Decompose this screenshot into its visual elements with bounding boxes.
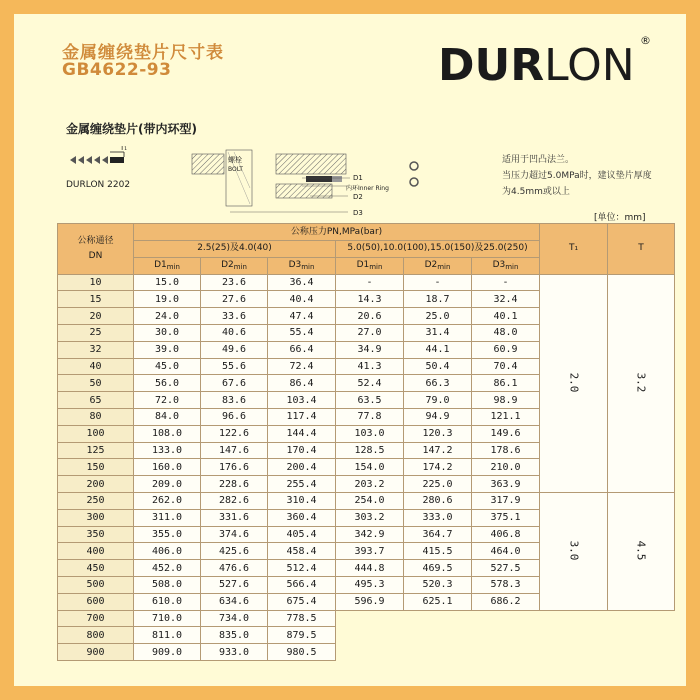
table-row: [58, 644, 675, 661]
header-t1: T₁: [540, 224, 608, 275]
d3-label: D3: [353, 209, 363, 217]
gasket-shape: [306, 176, 332, 182]
value-cell: 331.6: [201, 509, 268, 526]
value-cell: 686.2: [472, 593, 540, 610]
header-d2-b: $D2_{min}$: [404, 257, 472, 274]
value-cell: 625.1: [404, 593, 472, 610]
value-cell: 40.4: [268, 291, 336, 308]
value-cell: 117.4: [268, 408, 336, 425]
value-cell: 45.0: [134, 358, 201, 375]
value-cell: 24.0: [134, 308, 201, 325]
value-cell: 31.4: [404, 324, 472, 341]
value-cell: 86.1: [472, 375, 540, 392]
value-cell: 122.6: [201, 425, 268, 442]
value-cell: 879.5: [268, 627, 336, 644]
value-cell: 39.0: [134, 341, 201, 358]
value-cell: 84.0: [134, 408, 201, 425]
value-cell: 40.1: [472, 308, 540, 325]
t1-value: 2.0: [567, 372, 581, 393]
value-cell: 77.8: [336, 408, 404, 425]
unit-label: [单位：mm]: [594, 213, 646, 223]
value-cell: 23.6: [201, 274, 268, 291]
note-line-3: 为4.5mm或以上: [502, 187, 570, 197]
header-d1-b: $D1_{min}$: [336, 257, 404, 274]
value-cell: 675.4: [268, 593, 336, 610]
value-cell: 19.0: [134, 291, 201, 308]
title-chinese: 金属缠绕垫片尺寸表: [62, 43, 224, 63]
value-cell: 48.0: [472, 324, 540, 341]
title-standard: GB4622-93: [62, 60, 172, 80]
dn-cell: 600: [58, 593, 134, 610]
dn-cell: 150: [58, 459, 134, 476]
value-cell: 79.0: [404, 392, 472, 409]
value-cell: 734.0: [201, 610, 268, 627]
dn-cell: 80: [58, 408, 134, 425]
dn-cell: 300: [58, 509, 134, 526]
value-cell: 103.0: [336, 425, 404, 442]
value-cell: 49.6: [201, 341, 268, 358]
table-body: [58, 274, 675, 660]
d1-label: D1: [353, 174, 363, 182]
header-group-b: 5.0(50),10.0(100),15.0(150)及25.0(250): [336, 241, 540, 258]
table-row: [58, 610, 675, 627]
value-cell: 56.0: [134, 375, 201, 392]
value-cell: 210.0: [472, 459, 540, 476]
value-cell: 96.6: [201, 408, 268, 425]
registered-mark: ®: [640, 34, 651, 47]
dn-cell: 200: [58, 476, 134, 493]
value-cell: 425.6: [201, 543, 268, 560]
value-cell: 610.0: [134, 593, 201, 610]
value-cell: 67.6: [201, 375, 268, 392]
value-cell: 909.0: [134, 644, 201, 661]
header-pressure: 公称压力PN,MPa(bar): [134, 224, 540, 241]
bolt-label-en: BOLT: [228, 166, 243, 173]
value-cell: 282.6: [201, 492, 268, 509]
value-cell: 458.4: [268, 543, 336, 560]
value-cell: 375.1: [472, 509, 540, 526]
value-cell: 578.3: [472, 576, 540, 593]
value-cell: 520.3: [404, 576, 472, 593]
flange-diagram: [190, 138, 430, 218]
value-cell: 405.4: [268, 526, 336, 543]
value-cell: 342.9: [336, 526, 404, 543]
value-cell: 34.9: [336, 341, 404, 358]
table-row: [58, 274, 675, 291]
value-cell: 15.0: [134, 274, 201, 291]
empty-cell: [336, 644, 675, 661]
value-cell: -: [404, 274, 472, 291]
t1-value-cell: [540, 492, 608, 610]
dn-cell: 700: [58, 610, 134, 627]
dn-cell: 50: [58, 375, 134, 392]
dn-cell: 450: [58, 560, 134, 577]
value-cell: 98.9: [472, 392, 540, 409]
value-cell: 360.4: [268, 509, 336, 526]
dn-cell: 32: [58, 341, 134, 358]
empty-cell: [336, 627, 675, 644]
value-cell: 32.4: [472, 291, 540, 308]
dn-cell: 900: [58, 644, 134, 661]
model-name: DURLON 2202: [66, 180, 131, 190]
brand-light: LON: [544, 40, 635, 91]
brand-logo: [438, 40, 635, 91]
value-cell: 178.6: [472, 442, 540, 459]
dn-cell: 15: [58, 291, 134, 308]
value-cell: 50.4: [404, 358, 472, 375]
inner-ring-label: 内环Inner Ring: [346, 185, 389, 192]
value-cell: 317.9: [472, 492, 540, 509]
value-cell: -: [472, 274, 540, 291]
dn-cell: 800: [58, 627, 134, 644]
empty-cell: [336, 610, 675, 627]
value-cell: 495.3: [336, 576, 404, 593]
value-cell: 63.5: [336, 392, 404, 409]
value-cell: 176.6: [201, 459, 268, 476]
value-cell: 200.4: [268, 459, 336, 476]
value-cell: 933.0: [201, 644, 268, 661]
header-d3-b: $D3_{min}$: [472, 257, 540, 274]
value-cell: 444.8: [336, 560, 404, 577]
value-cell: 980.5: [268, 644, 336, 661]
value-cell: 406.8: [472, 526, 540, 543]
d2-label: D2: [353, 193, 363, 201]
header-t: T: [608, 224, 675, 275]
header-d2-a: $D2_{min}$: [201, 257, 268, 274]
value-cell: 121.1: [472, 408, 540, 425]
header-dn: 公称通径 DN: [58, 224, 134, 275]
value-cell: 333.0: [404, 509, 472, 526]
t-value: 4.5: [634, 540, 648, 561]
value-cell: 14.3: [336, 291, 404, 308]
dn-cell: 500: [58, 576, 134, 593]
value-cell: 415.5: [404, 543, 472, 560]
value-cell: 44.1: [404, 341, 472, 358]
value-cell: 452.0: [134, 560, 201, 577]
value-cell: 209.0: [134, 476, 201, 493]
value-cell: 811.0: [134, 627, 201, 644]
value-cell: 52.4: [336, 375, 404, 392]
value-cell: 170.4: [268, 442, 336, 459]
usage-notes: [502, 152, 652, 200]
section-subtitle: 金属缠绕垫片(带内环型): [66, 122, 197, 136]
value-cell: 303.2: [336, 509, 404, 526]
value-cell: 30.0: [134, 324, 201, 341]
dn-cell: 25: [58, 324, 134, 341]
value-cell: 66.3: [404, 375, 472, 392]
value-cell: 634.6: [201, 593, 268, 610]
t1-value-cell: [540, 274, 608, 492]
value-cell: -: [336, 274, 404, 291]
dn-cell: 65: [58, 392, 134, 409]
dn-cell: 10: [58, 274, 134, 291]
dn-cell: 350: [58, 526, 134, 543]
dn-cell: 100: [58, 425, 134, 442]
value-cell: 310.4: [268, 492, 336, 509]
value-cell: 66.4: [268, 341, 336, 358]
inner-ring-shape: [110, 157, 124, 163]
value-cell: 566.4: [268, 576, 336, 593]
value-cell: 108.0: [134, 425, 201, 442]
value-cell: 55.6: [201, 358, 268, 375]
value-cell: 94.9: [404, 408, 472, 425]
dn-cell: 400: [58, 543, 134, 560]
header-d3-a: $D3_{min}$: [268, 257, 336, 274]
value-cell: 120.3: [404, 425, 472, 442]
value-cell: 596.9: [336, 593, 404, 610]
t-value-cell: [608, 492, 675, 610]
value-cell: 149.6: [472, 425, 540, 442]
value-cell: 228.6: [201, 476, 268, 493]
value-cell: 83.6: [201, 392, 268, 409]
value-cell: 174.2: [404, 459, 472, 476]
gasket-profile-icon: [66, 146, 156, 176]
value-cell: 25.0: [404, 308, 472, 325]
value-cell: 133.0: [134, 442, 201, 459]
value-cell: 835.0: [201, 627, 268, 644]
brand-bold: DUR: [438, 40, 545, 91]
t1-value: 3.0: [567, 540, 581, 561]
value-cell: 508.0: [134, 576, 201, 593]
value-cell: 160.0: [134, 459, 201, 476]
value-cell: 33.6: [201, 308, 268, 325]
value-cell: 20.6: [336, 308, 404, 325]
value-cell: 41.3: [336, 358, 404, 375]
dn-cell: 20: [58, 308, 134, 325]
table-row: [58, 492, 675, 509]
value-cell: 778.5: [268, 610, 336, 627]
value-cell: 464.0: [472, 543, 540, 560]
dn-cell: 40: [58, 358, 134, 375]
value-cell: 374.6: [201, 526, 268, 543]
value-cell: 86.4: [268, 375, 336, 392]
value-cell: 70.4: [472, 358, 540, 375]
value-cell: 363.9: [472, 476, 540, 493]
value-cell: 72.0: [134, 392, 201, 409]
dimension-table: [57, 223, 675, 661]
dn-cell: 250: [58, 492, 134, 509]
document-page: [14, 14, 686, 686]
t-value: 3.2: [634, 372, 648, 393]
value-cell: 476.6: [201, 560, 268, 577]
header-group-a: 2.5(25)及4.0(40): [134, 241, 336, 258]
value-cell: 18.7: [404, 291, 472, 308]
value-cell: 406.0: [134, 543, 201, 560]
value-cell: 147.6: [201, 442, 268, 459]
value-cell: 311.0: [134, 509, 201, 526]
value-cell: 393.7: [336, 543, 404, 560]
value-cell: 147.2: [404, 442, 472, 459]
value-cell: 103.4: [268, 392, 336, 409]
value-cell: 27.0: [336, 324, 404, 341]
value-cell: 27.6: [201, 291, 268, 308]
value-cell: 60.9: [472, 341, 540, 358]
note-line-1: 适用于凹凸法兰。: [502, 155, 575, 165]
table-row: [58, 627, 675, 644]
value-cell: 254.0: [336, 492, 404, 509]
bolt-label-cn: 螺栓: [228, 156, 242, 164]
value-cell: 55.4: [268, 324, 336, 341]
note-line-2: 当压力超过5.0MPa时，建议垫片厚度: [502, 171, 652, 181]
value-cell: 255.4: [268, 476, 336, 493]
value-cell: 527.5: [472, 560, 540, 577]
value-cell: 364.7: [404, 526, 472, 543]
value-cell: 203.2: [336, 476, 404, 493]
value-cell: 355.0: [134, 526, 201, 543]
t-value-cell: [608, 274, 675, 492]
header-d1-a: $D1_{min}$: [134, 257, 201, 274]
value-cell: 512.4: [268, 560, 336, 577]
value-cell: 225.0: [404, 476, 472, 493]
value-cell: 154.0: [336, 459, 404, 476]
value-cell: 144.4: [268, 425, 336, 442]
dn-cell: 125: [58, 442, 134, 459]
value-cell: 47.4: [268, 308, 336, 325]
value-cell: 128.5: [336, 442, 404, 459]
value-cell: 262.0: [134, 492, 201, 509]
value-cell: 72.4: [268, 358, 336, 375]
value-cell: 280.6: [404, 492, 472, 509]
value-cell: 469.5: [404, 560, 472, 577]
value-cell: 40.6: [201, 324, 268, 341]
value-cell: 527.6: [201, 576, 268, 593]
t1-label: T₁: [120, 146, 128, 152]
value-cell: 36.4: [268, 274, 336, 291]
value-cell: 710.0: [134, 610, 201, 627]
